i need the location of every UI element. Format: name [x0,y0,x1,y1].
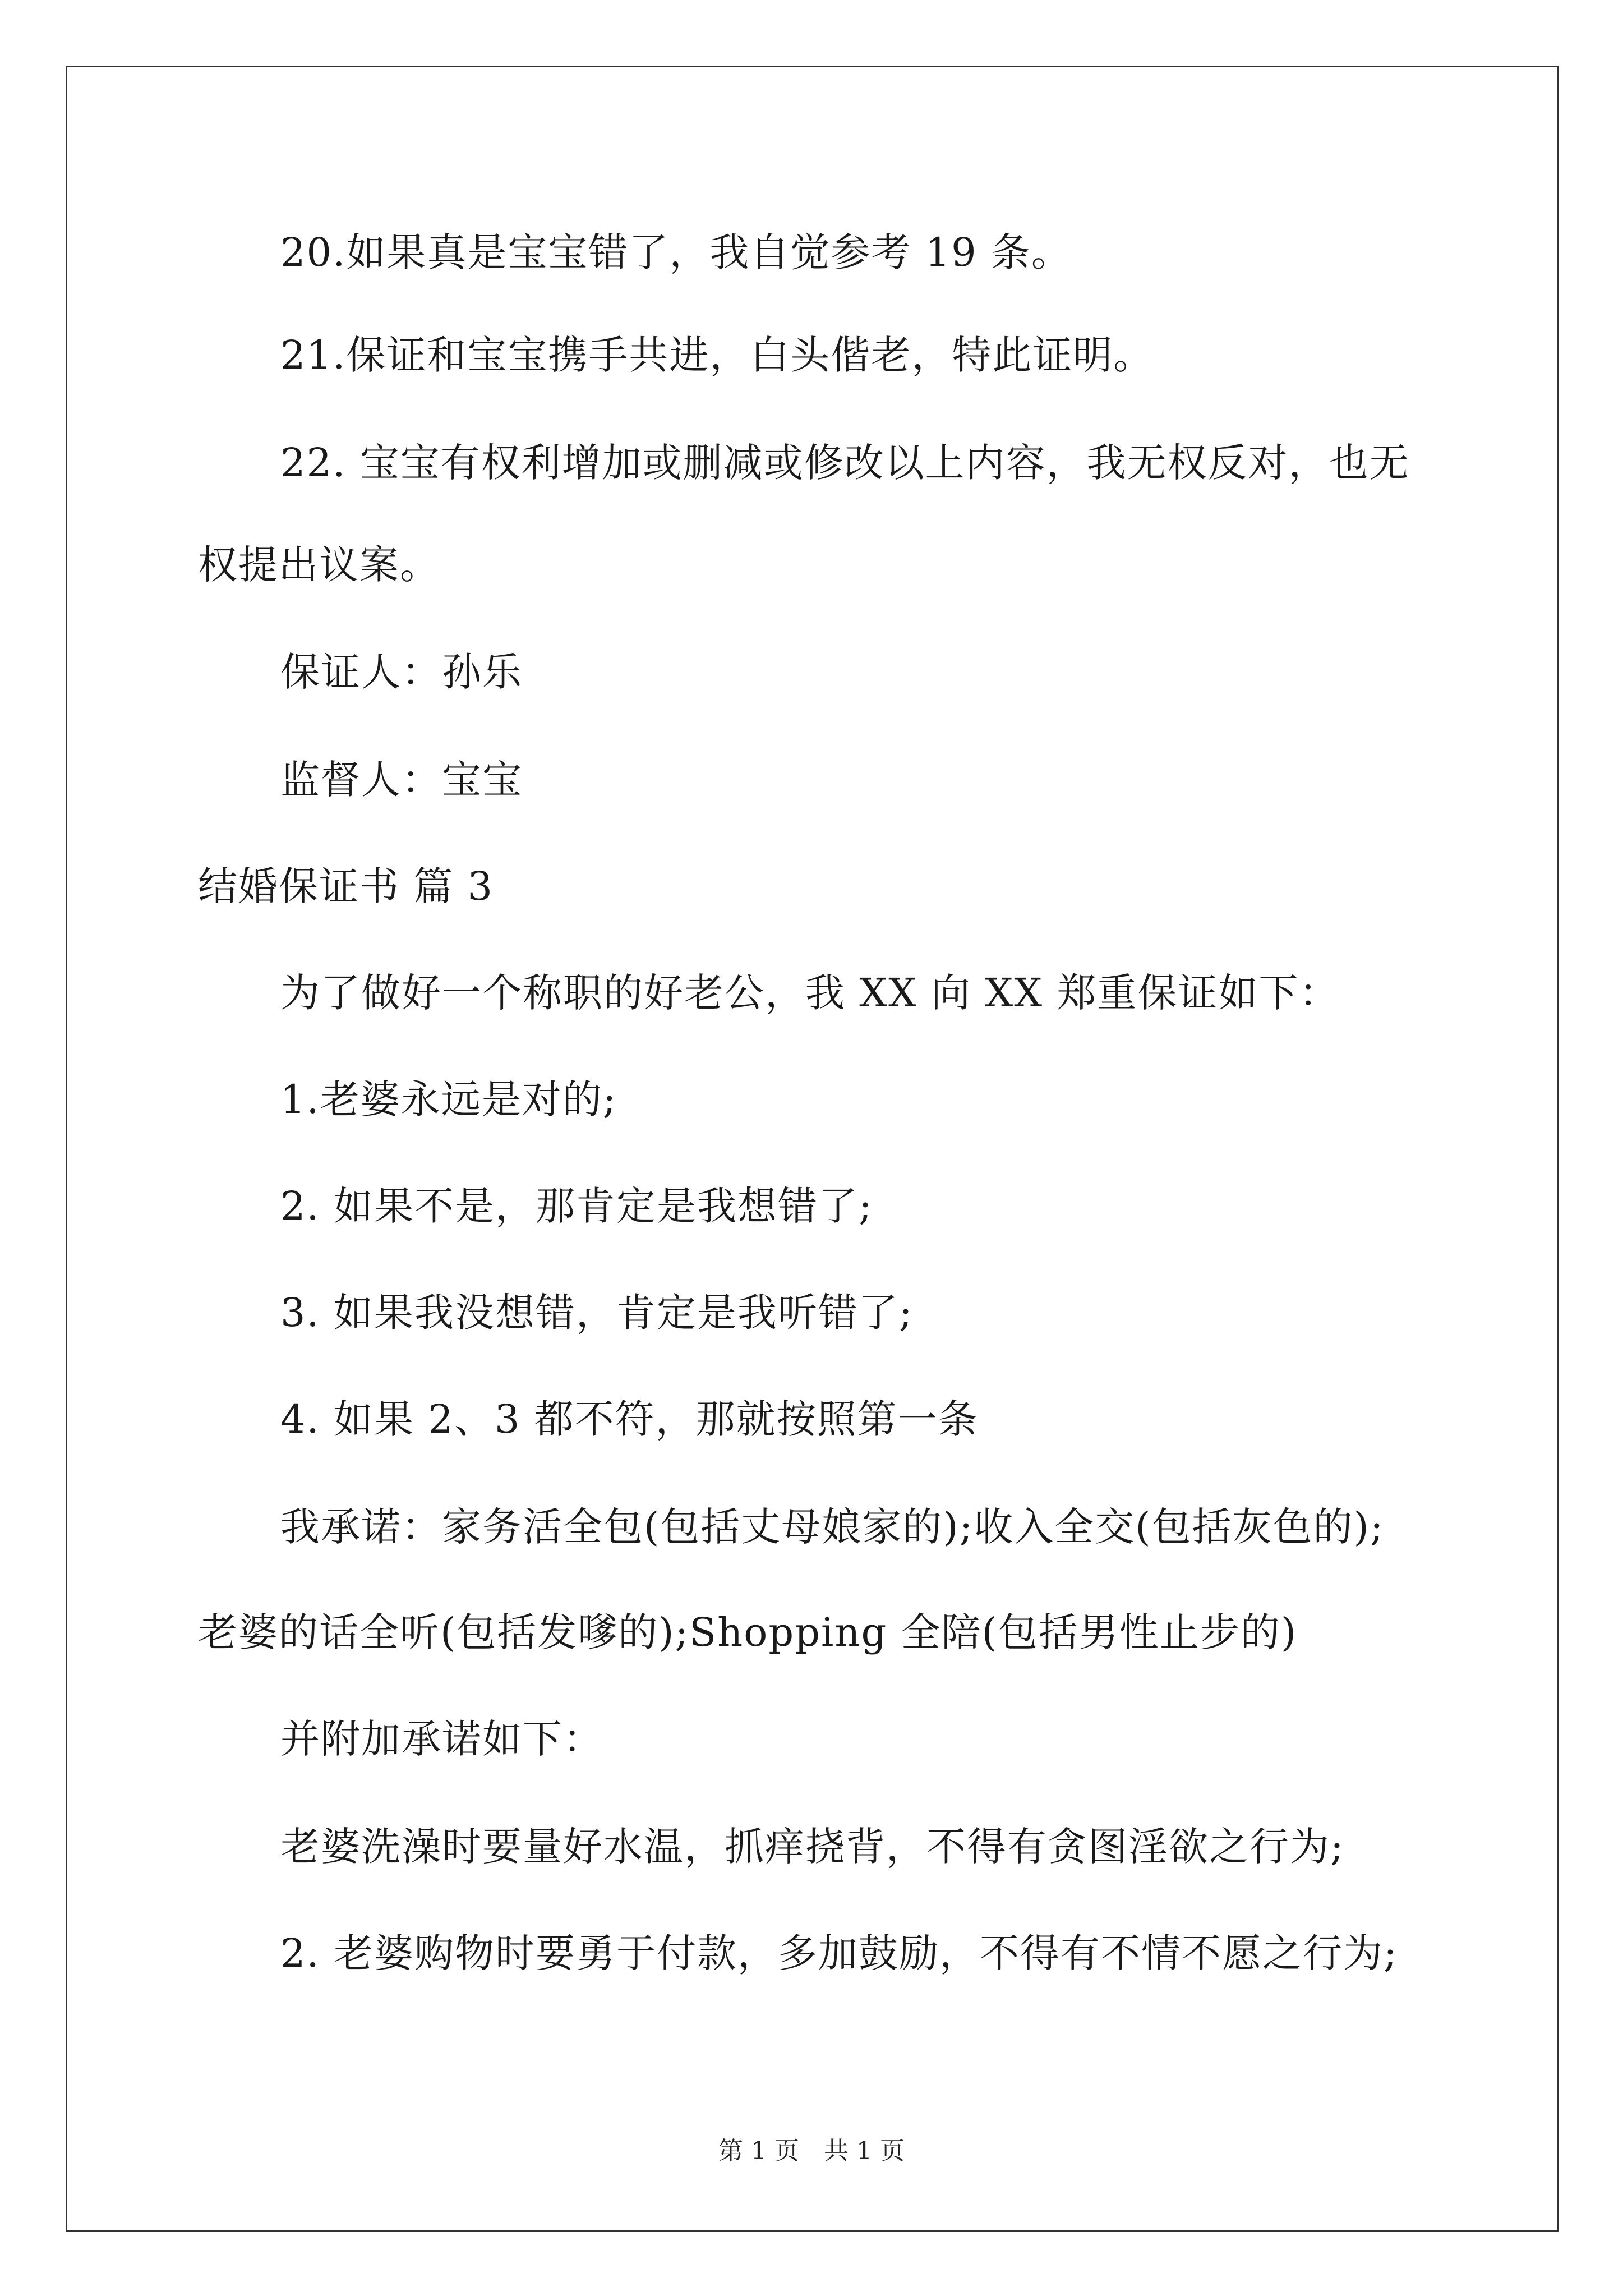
promise-paragraph: 我承诺：家务活全包(包括丈母娘家的);收入全交(包括灰色的); [280,1504,1385,1550]
guarantor-line: 保证人：孙乐 [280,649,523,695]
clause-20: 20.如果真是宝宝错了，我自觉参考 19 条。 [280,229,1072,275]
list-item-1: 1.老婆永远是对的; [280,1076,617,1122]
list-item-4: 4. 如果 2、3 都不符，那就按照第一条 [280,1396,979,1442]
intro-paragraph: 为了做好一个称职的好老公，我 XX 向 XX 郑重保证如下： [280,970,1340,1016]
supervisor-line: 监督人：宝宝 [280,757,523,803]
clause-22: 22. 宝宝有权利增加或删减或修改以上内容，我无权反对，也无 [280,440,1410,486]
page-border [66,66,1559,2232]
additional-promises-heading: 并附加承诺如下： [280,1716,603,1762]
list-item-3: 3. 如果我没想错，肯定是我听错了; [280,1290,914,1336]
additional-promise-1: 老婆洗澡时要量好水温，抓痒挠背，不得有贪图淫欲之行为; [280,1824,1345,1870]
promise-paragraph-continued: 老婆的话全听(包括发嗲的);Shopping 全陪(包括男性止步的) [198,1609,1298,1655]
list-item-2: 2. 如果不是，那肯定是我想错了; [280,1183,873,1229]
clause-22-continued: 权提出议案。 [198,542,440,588]
section-heading: 结婚保证书 篇 3 [198,863,494,909]
additional-promise-2: 2. 老婆购物时要勇于付款，多加鼓励，不得有不情不愿之行为; [280,1930,1398,1976]
page-footer: 第 1 页 共 1 页 [718,2137,905,2165]
clause-21: 21.保证和宝宝携手共进，白头偕老，特此证明。 [280,332,1154,378]
